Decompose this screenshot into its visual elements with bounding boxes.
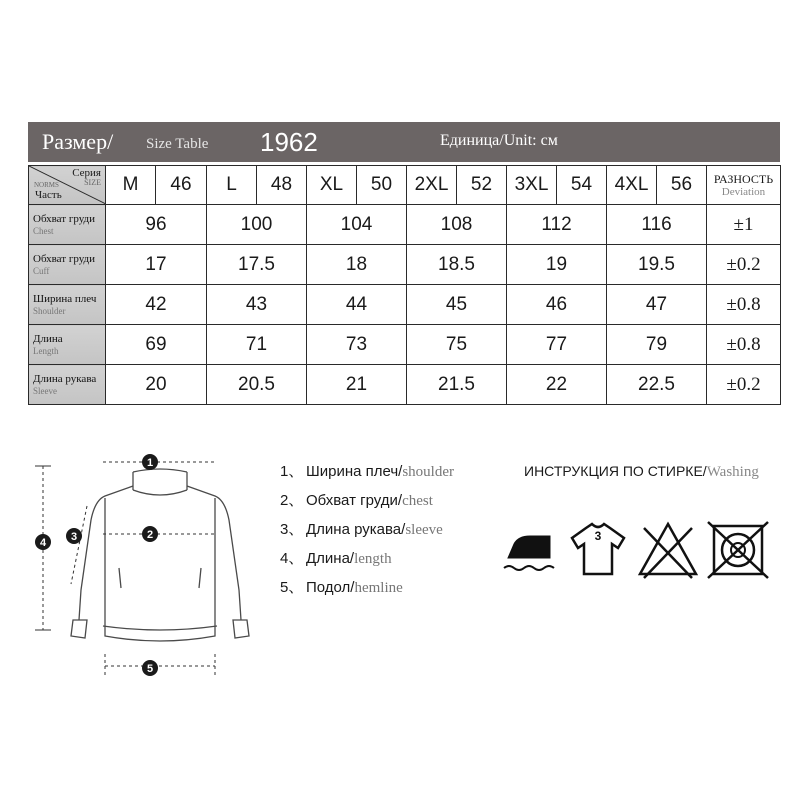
deviation-value: ±0.2 [707, 245, 781, 285]
marker-3 [66, 528, 82, 544]
legend-num: 4、 [280, 550, 304, 567]
legend-ru: Ширина плеч/ [306, 463, 403, 480]
table-row [29, 325, 781, 365]
measure-value: 22.5 [607, 365, 707, 405]
header-title-en: Size Table [146, 136, 209, 152]
corner-chast: Часть [35, 189, 62, 201]
row-label-en: Shoulder [33, 305, 66, 316]
table-row [29, 365, 781, 405]
deviation-value: ±1 [707, 205, 781, 245]
measure-value: 18.5 [407, 245, 507, 285]
measure-value: 20 [106, 365, 207, 405]
size-letter: M [106, 166, 156, 205]
do-not-tumble-dry-icon [706, 520, 770, 580]
legend-num: 5、 [280, 579, 304, 596]
legend-ru: Обхват груди/ [306, 492, 403, 509]
row-label [29, 205, 106, 245]
measure-value: 43 [207, 285, 307, 325]
size-number: 52 [457, 166, 507, 205]
header-title-ru: Размер/ [42, 129, 114, 154]
measure-value: 96 [106, 205, 207, 245]
measure-value: 69 [106, 325, 207, 365]
marker-4 [35, 534, 51, 550]
measure-value: 21.5 [407, 365, 507, 405]
table-row [29, 285, 781, 325]
row-label [29, 245, 106, 285]
corner-cell [29, 166, 106, 205]
row-label-ru: Обхват груди [33, 212, 95, 225]
marker-2 [142, 526, 158, 542]
row-label [29, 285, 106, 325]
size-letter: 4XL [607, 166, 657, 205]
measure-value: 42 [106, 285, 207, 325]
row-label-ru: Длина [33, 332, 63, 345]
corner-size: SIZE [84, 178, 101, 187]
row-label [29, 365, 106, 405]
size-number: 50 [357, 166, 407, 205]
measure-lines [43, 462, 217, 676]
legend-ru: Подол/ [306, 579, 355, 596]
washing-title [524, 463, 759, 481]
row-label [29, 325, 106, 365]
measure-value: 75 [407, 325, 507, 365]
unit-label: Единица/Unit: см [440, 132, 558, 149]
measure-value: 47 [607, 285, 707, 325]
size-letter: XL [307, 166, 357, 205]
table-row [29, 205, 781, 245]
size-header-row [29, 166, 781, 205]
marker-5-label: 5 [146, 663, 154, 675]
marker-3-label: 3 [70, 531, 78, 543]
iron-low-heat-icon [500, 520, 560, 580]
measure-value: 18 [307, 245, 407, 285]
legend-num: 1、 [280, 463, 304, 480]
legend-en: shoulder [402, 464, 455, 480]
row-label-en: Sleeve [33, 385, 57, 396]
measure-value: 71 [207, 325, 307, 365]
measure-value: 112 [507, 205, 607, 245]
measure-value: 17 [106, 245, 207, 285]
legend-item [280, 547, 392, 568]
measure-value: 19 [507, 245, 607, 285]
deviation-value: ±0.8 [707, 325, 781, 365]
corner-norms: NORMS [34, 181, 59, 189]
deviation-header-en: Deviation [721, 185, 766, 198]
do-not-bleach-icon [636, 520, 700, 580]
deviation-header-ru: РАЗНОСТЬ [713, 171, 774, 186]
jacket-diagram [25, 440, 255, 690]
measure-value: 19.5 [607, 245, 707, 285]
corner-seria: Серия [72, 167, 101, 179]
size-letter: 2XL [407, 166, 457, 205]
deviation-value: ±0.8 [707, 285, 781, 325]
measure-value: 104 [307, 205, 407, 245]
marker-1-label: 1 [146, 457, 154, 469]
size-letter: 3XL [507, 166, 557, 205]
jacket-outline [71, 469, 249, 641]
measure-value: 45 [407, 285, 507, 325]
size-number: 48 [257, 166, 307, 205]
legend-ru: Длина/ [306, 550, 355, 567]
measure-value: 20.5 [207, 365, 307, 405]
row-label-ru: Длина рукава [33, 372, 97, 385]
legend-item [280, 576, 403, 597]
measure-value: 22 [507, 365, 607, 405]
size-number: 56 [657, 166, 707, 205]
size-table [28, 165, 781, 405]
legend-ru: Длина рукава/ [306, 521, 406, 538]
deviation-value: ±0.2 [707, 365, 781, 405]
measure-value: 116 [607, 205, 707, 245]
measure-value: 77 [507, 325, 607, 365]
size-number: 46 [156, 166, 207, 205]
legend-num: 2、 [280, 492, 304, 509]
washing-title-en: Washing [706, 464, 759, 480]
row-label-en: Length [33, 345, 59, 356]
legend-en: chest [402, 493, 433, 509]
legend-item [280, 518, 443, 539]
legend-item [280, 460, 454, 481]
marker-1 [142, 454, 158, 470]
measure-value: 21 [307, 365, 407, 405]
measure-value: 46 [507, 285, 607, 325]
measure-value: 44 [307, 285, 407, 325]
model-number: 1962 [260, 127, 318, 157]
marker-5 [142, 660, 158, 676]
legend-en: hemline [354, 580, 403, 596]
legend-num: 3、 [280, 521, 304, 538]
row-label-en: Chest [33, 225, 54, 236]
washing-title-ru: ИНСТРУКЦИЯ ПО СТИРКЕ/ [524, 463, 707, 479]
measure-value: 17.5 [207, 245, 307, 285]
marker-4-label: 4 [39, 537, 47, 549]
legend-en: sleeve [405, 522, 443, 538]
size-table-header [28, 122, 780, 162]
size-number: 54 [557, 166, 607, 205]
row-label-en: Cuff [33, 265, 50, 276]
measure-value: 73 [307, 325, 407, 365]
table-row [29, 245, 781, 285]
measure-value: 79 [607, 325, 707, 365]
deviation-header [707, 166, 781, 205]
row-label-ru: Ширина плеч [33, 292, 97, 305]
measure-value: 108 [407, 205, 507, 245]
legend-item [280, 489, 433, 510]
measure-value: 100 [207, 205, 307, 245]
marker-2-label: 2 [146, 529, 154, 541]
legend-en: length [354, 551, 392, 567]
row-label-ru: Обхват груди [33, 252, 95, 265]
shirt-digit: 3 [594, 529, 602, 543]
size-letter: L [207, 166, 257, 205]
hand-wash-shirt-icon [568, 520, 628, 580]
